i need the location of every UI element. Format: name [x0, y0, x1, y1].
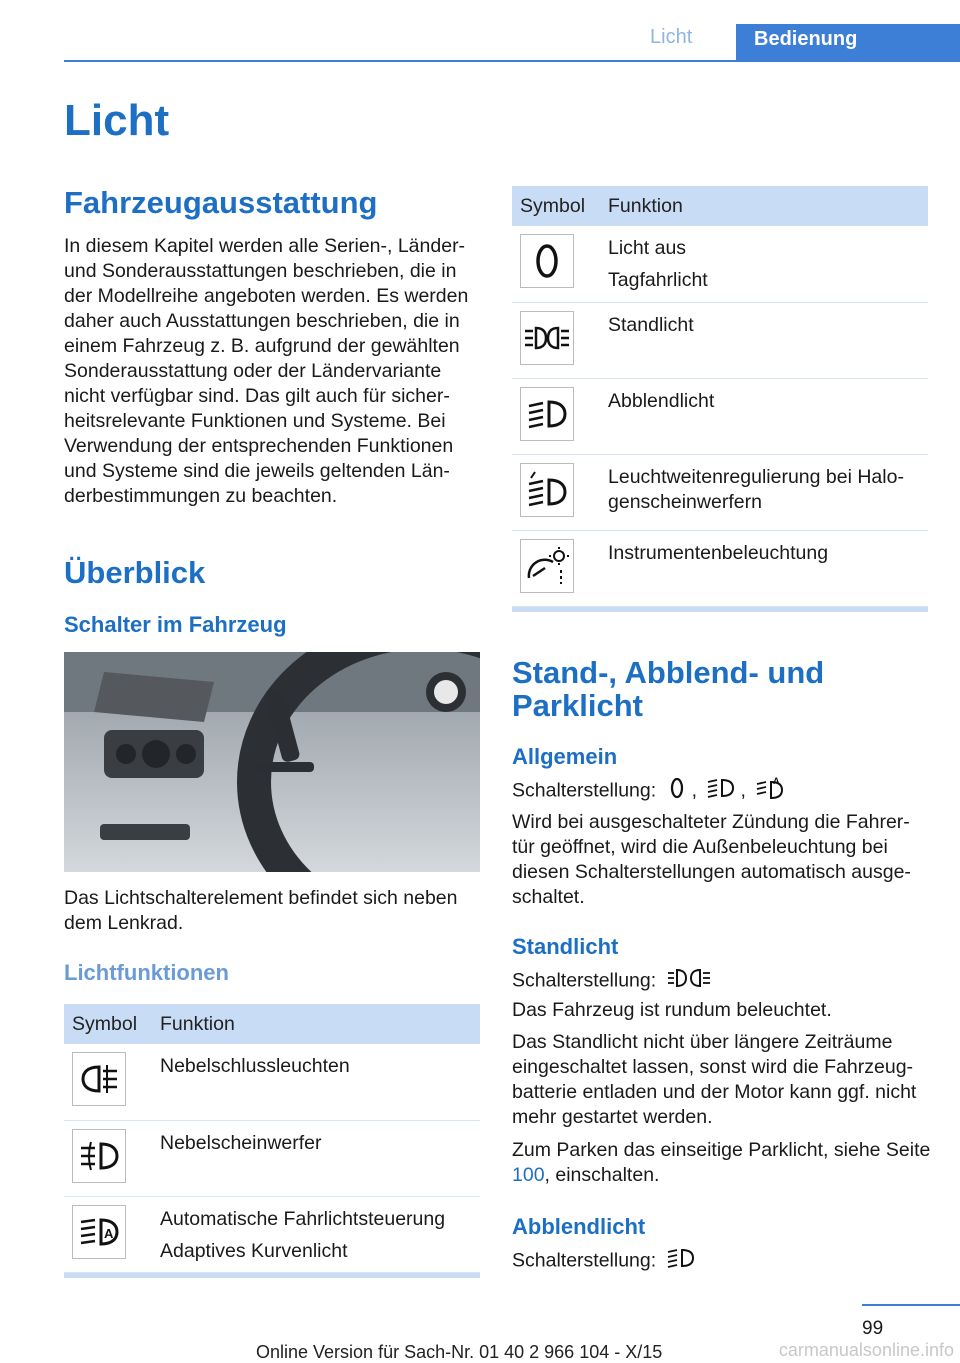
heading-schalter: Schalter im Fahrzeug — [64, 612, 287, 637]
auto-headlight-icon — [77, 1214, 121, 1250]
schalterstellung-allgemein — [512, 776, 932, 807]
light-off-icon — [666, 776, 688, 807]
col-funktion: Funktion — [152, 1004, 480, 1044]
row-label: Abblendlicht — [608, 389, 715, 412]
footer-rule — [862, 1304, 960, 1306]
label-schalterstellung: Schalterstellung: — [512, 1249, 657, 1272]
text-standlicht-3b: , einschalten. — [544, 1164, 660, 1186]
table-row — [512, 226, 928, 302]
row-label: Leuchtweitenregulierung bei Halo- genscheinwerfern — [608, 465, 904, 513]
footer-version: Online Version für Sach-Nr. 01 40 2 966 104 - X/15 — [256, 1342, 663, 1362]
table-lichtschalter — [512, 186, 928, 612]
schalterstellung-standlicht — [512, 966, 932, 997]
table-row — [512, 530, 928, 606]
header-section: Licht — [650, 26, 693, 48]
row-label: Instrumentenbeleuchtung — [608, 541, 829, 564]
text-standlicht-1: Das Fahrzeug ist rundum beleuchtet. — [512, 999, 832, 1021]
heading-abblendlicht: Abblendlicht — [512, 1214, 646, 1239]
page-number: 99 — [862, 1318, 884, 1339]
light-off-icon — [525, 241, 569, 281]
text-allgemein: Wird bei ausgeschalteter Zündung die Fahrer- tür geöffnet, wird die Außenbeleuchtung bei diesen Schalterstellungen automatisch ausge- schaltet. — [512, 811, 911, 908]
low-beam-icon — [525, 396, 569, 432]
text-standlicht-2: Das Standlicht nicht über längere Zeiträume eingeschaltet lassen, sonst wird die Fahrzeug- batterie entladen und der Motor kann ggf. nicht mehr gestartet werden. — [512, 1031, 917, 1128]
page-link-100[interactable]: 100 — [512, 1164, 545, 1186]
table-row — [64, 1196, 480, 1272]
watermark: carmanualsonline.info — [778, 1340, 954, 1360]
heading-standlicht: Standlicht — [512, 934, 619, 959]
parking-light-icon — [666, 966, 712, 997]
svg-text:A: A — [773, 776, 780, 786]
fog-front-light-icon — [77, 1138, 121, 1174]
headlight-range-icon — [525, 470, 569, 510]
col-funktion: Funktion — [600, 186, 928, 226]
low-beam-icon — [666, 1246, 696, 1277]
row-label: Licht aus — [608, 237, 687, 259]
col-symbol: Symbol — [64, 1004, 152, 1044]
table-end-rule — [64, 1273, 480, 1278]
heading-stand-abblend-parklicht: Stand-, Abblend- und Parklicht — [512, 655, 825, 723]
row-label-2: Tagfahrlicht — [608, 269, 708, 291]
header-rule — [64, 60, 960, 62]
separator: , — [740, 779, 746, 802]
header-tab: Bedienung — [736, 24, 960, 62]
row-label: Nebelschlussleuchten — [160, 1055, 350, 1077]
dashboard-photo — [64, 652, 480, 872]
parking-light-icon — [523, 320, 571, 356]
low-beam-icon — [706, 776, 736, 807]
heading-lichtfunktionen: Lichtfunktionen — [64, 960, 229, 985]
text-fahrzeugausstattung: In diesem Kapitel werden alle Serien-, Länder- und Sonderausstattungen beschrieben, die in der Modellreihe angeboten werden. Es werden daher auch Ausstattungen beschrieben, die in einem Fahrzeug z. B. aufgrund der gewählten Sonderausstattung oder der Ländervariante nicht verfügbar sind. Das gilt auch für sicher- heitsrelevante Funktionen und Systeme. Bei Verwendung der entsprechenden Funktionen und Systeme sind die jeweils geltenden Län- derbestimmungen zu beachten. — [64, 235, 469, 507]
auto-headlight-icon — [755, 776, 785, 807]
fog-rear-light-icon — [77, 1061, 121, 1097]
schalterstellung-abblendlicht — [512, 1246, 932, 1277]
heading-allgemein: Allgemein — [512, 744, 618, 769]
heading-ueberblick: Überblick — [64, 555, 206, 590]
page-title: Licht — [64, 96, 170, 145]
text-standlicht-3 — [512, 1138, 932, 1188]
table-row — [64, 1044, 480, 1120]
label-schalterstellung: Schalterstellung: — [512, 779, 657, 802]
table-lichtfunktionen — [64, 1004, 480, 1278]
table-row — [512, 454, 928, 530]
col-symbol: Symbol — [512, 186, 600, 226]
text-standlicht-3a: Zum Parken das einseitige Parklicht, siehe Seite — [512, 1139, 931, 1161]
row-label: Automatische Fahrlichtsteuerung — [160, 1207, 446, 1230]
label-schalterstellung: Schalterstellung: — [512, 969, 657, 992]
table-row — [512, 378, 928, 454]
row-label: Nebelscheinwerfer — [160, 1131, 322, 1154]
table-row — [512, 302, 928, 378]
separator: , — [691, 779, 698, 802]
table-row — [64, 1120, 480, 1196]
instrument-lighting-icon — [523, 546, 571, 586]
row-label: Standlicht — [608, 313, 694, 336]
table-end-rule — [512, 607, 928, 612]
heading-fahrzeugausstattung: Fahrzeugausstattung — [64, 185, 378, 220]
row-label-2: Adaptives Kurvenlicht — [160, 1239, 348, 1262]
svg-text:A: A — [104, 1225, 114, 1241]
text-schalter: Das Lichtschalterelement befindet sich neben dem Lenkrad. — [64, 887, 458, 934]
